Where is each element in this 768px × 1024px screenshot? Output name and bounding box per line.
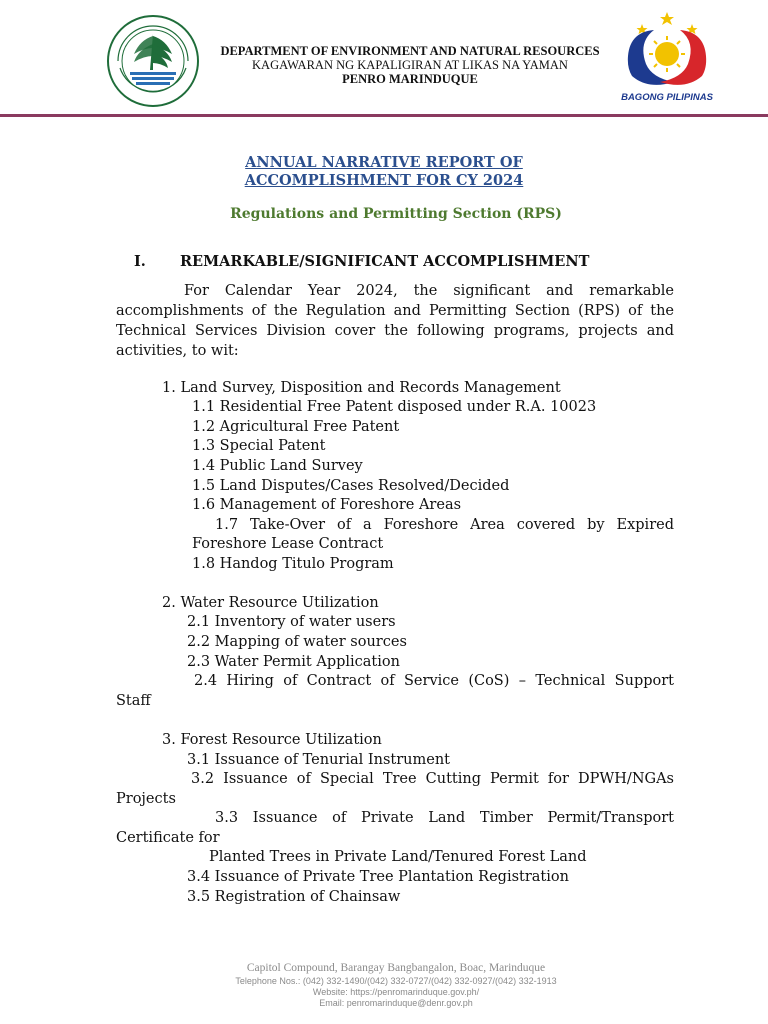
office-name: PENRO MARINDUQUE (342, 72, 478, 86)
program-1-4: 1.4 Public Land Survey (192, 458, 363, 474)
letterhead-text (200, 44, 620, 86)
program-1-3: 1.3 Special Patent (192, 438, 326, 454)
program-3-2-line-2: Projects (116, 791, 176, 807)
footer-address: Capitol Compound, Barangay Bangbangalon, Boac, Marinduque (246, 962, 546, 974)
program-2-4-line-2: Staff (116, 693, 151, 709)
program-1-2: 1.2 Agricultural Free Patent (192, 419, 400, 435)
program-1-7-line-2: Foreshore Lease Contract (192, 536, 384, 552)
program-2: 2. Water Resource Utilization (162, 595, 379, 611)
bagong-pilipinas-caption: BAGONG PILIPINAS (621, 92, 713, 103)
program-1-6: 1.6 Management of Foreshore Areas (192, 497, 462, 513)
program-3: 3. Forest Resource Utilization (162, 732, 382, 748)
header-divider (0, 114, 768, 117)
section-heading (134, 253, 589, 270)
program-3-4: 3.4 Issuance of Private Tree Plantation Registration (187, 869, 569, 885)
footer-website[interactable]: Website: https://penromarinduque.gov.ph/ (312, 987, 480, 997)
program-2-1: 2.1 Inventory of water users (187, 614, 396, 630)
program-1-7-line-1: 1.7 Take-Over of a Foreshore Area covered by Expired (215, 517, 674, 533)
footer-email[interactable]: Email: penromarinduque@denr.gov.ph (319, 998, 473, 1008)
report-title (0, 154, 768, 190)
program-1-1: 1.1 Residential Free Patent disposed under R.A. 10023 (192, 399, 597, 415)
report-title-line-1: ANNUAL NARRATIVE REPORT OF (245, 154, 523, 171)
agency-tagalog-name: KAGAWARAN NG KAPALIGIRAN AT LIKAS NA YAMAN (252, 58, 568, 72)
program-1-5: 1.5 Land Disputes/Cases Resolved/Decided (192, 478, 510, 494)
program-3-1: 3.1 Issuance of Tenurial Instrument (187, 752, 450, 768)
program-2-2: 2.2 Mapping of water sources (187, 634, 407, 650)
program-2-4-line-1: 2.4 Hiring of Contract of Service (CoS) – Technical Support (194, 673, 674, 689)
section-number: I. (134, 253, 146, 270)
bagong-pilipinas-logo-icon (618, 12, 716, 104)
program-3-3-line-1: 3.3 Issuance of Private Land Timber Permit/Transport (215, 810, 674, 826)
program-2-3: 2.3 Water Permit Application (187, 654, 400, 670)
section-subtitle: Regulations and Permitting Section (RPS) (230, 206, 562, 222)
intro-paragraph: For Calendar Year 2024, the significant and remarkable accomplishments of the Regulation and Permitting Section (RPS) of the Technical Services Division cover the following programs, projects and activities, to wit: (116, 283, 674, 359)
section-heading-text: REMARKABLE/SIGNIFICANT ACCOMPLISHMENT (180, 253, 590, 270)
report-title-line-2: ACCOMPLISHMENT FOR CY 2024 (244, 172, 524, 189)
footer-telephone: Telephone Nos.: (042) 332-1490/(042) 332-0727/(042) 332-0927/(042) 332-1913 (235, 976, 557, 986)
program-3-5: 3.5 Registration of Chainsaw (187, 889, 401, 905)
program-1: 1. Land Survey, Disposition and Records Management (162, 380, 561, 396)
program-3-3-line-2: Certificate for (116, 830, 220, 846)
program-1-8: 1.8 Handog Titulo Program (192, 556, 394, 572)
program-3-3-line-3: Planted Trees in Private Land/Tenured Forest Land (209, 849, 587, 865)
program-3-2-line-1: 3.2 Issuance of Special Tree Cutting Permit for DPWH/NGAs (191, 771, 674, 787)
denr-seal-icon (106, 14, 200, 108)
agency-name: DEPARTMENT OF ENVIRONMENT AND NATURAL RESOURCES (220, 44, 600, 58)
